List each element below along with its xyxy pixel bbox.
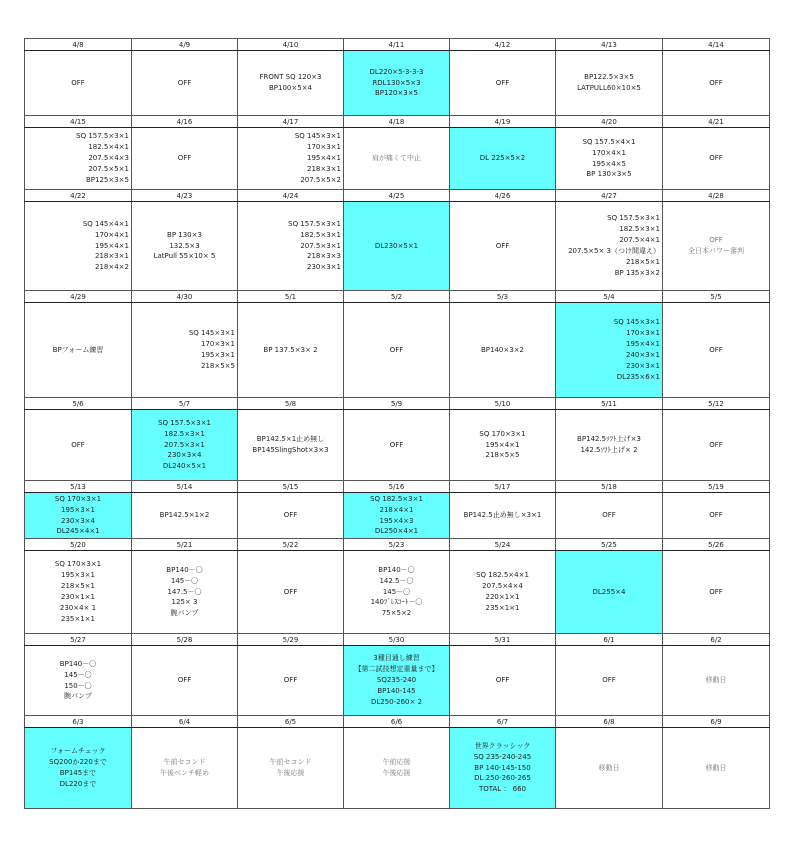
workout-line: BP140－〇 <box>378 565 415 574</box>
workout-line: BP140－〇 <box>166 565 203 574</box>
date-header: 5/24 <box>450 539 556 551</box>
day-cell <box>238 493 344 539</box>
workout-line: 182.5×3×1 <box>300 230 341 239</box>
workout-line: OFF <box>709 587 723 596</box>
week-row <box>25 51 770 116</box>
workout-line: BP140×3×2 <box>480 345 525 354</box>
date-header: 5/13 <box>25 481 132 493</box>
day-cell <box>450 493 556 539</box>
workout-line: BP 130×3×5 <box>586 170 632 179</box>
workout-line: DL235×6×1 <box>616 372 660 381</box>
workout-line: SQ200か220まで <box>49 758 107 767</box>
date-header: 5/8 <box>238 398 344 410</box>
workout-line: 125× 3 <box>171 598 198 607</box>
date-header: 5/26 <box>663 539 770 551</box>
workout-line: 170×3×1 <box>626 329 660 338</box>
day-cell <box>132 303 238 398</box>
day-cell <box>238 646 344 716</box>
workout-line: BP125×3×5 <box>85 175 129 184</box>
date-header: 4/20 <box>556 116 663 128</box>
date-row <box>25 190 770 202</box>
week-row <box>25 493 770 539</box>
workout-line: DL220×5-3-3-3 <box>369 67 424 76</box>
day-cell <box>663 551 770 634</box>
workout-line: 140ﾌﾞﾚｽｺｰﾄ－〇 <box>370 598 423 607</box>
date-header: 5/23 <box>344 539 450 551</box>
workout-line: OFF <box>283 676 298 685</box>
day-cell <box>344 728 450 809</box>
date-row <box>25 39 770 51</box>
workout-line: SQ 157.5×3×1 <box>158 418 211 427</box>
workout-line: 218×3×1 <box>95 252 129 261</box>
workout-line: 195×3×1 <box>61 505 95 514</box>
date-header: 6/2 <box>663 634 770 646</box>
workout-line: 午後ベンチ軽め <box>160 769 209 777</box>
workout-line: 182.5×3×1 <box>164 429 205 438</box>
workout-line: 218×4×1 <box>379 505 414 514</box>
date-row <box>25 634 770 646</box>
day-cell <box>344 202 450 291</box>
day-cell <box>132 202 238 291</box>
workout-line: 3種目通し練習 <box>373 654 420 663</box>
workout-line: 220×1×1 <box>485 593 520 601</box>
workout-line: 182.5×4×1 <box>88 143 129 152</box>
workout-line: 145－〇 <box>382 587 411 596</box>
workout-line: SQ 170×3×1 <box>54 494 102 503</box>
workout-line: BP 130×3 <box>167 230 202 239</box>
workout-line: 145－〇 <box>64 670 92 679</box>
workout-line: BP 140-145-150 <box>474 763 531 772</box>
workout-line: OFF <box>71 440 85 449</box>
date-header: 6/6 <box>344 716 450 728</box>
date-header: 4/11 <box>344 39 450 51</box>
week-row <box>25 551 770 634</box>
date-header: 5/19 <box>663 481 770 493</box>
date-header: 4/23 <box>132 190 238 202</box>
date-header: 4/26 <box>450 190 556 202</box>
workout-line: 147.5－〇 <box>167 587 202 596</box>
workout-line: 195×3×1 <box>61 571 95 580</box>
date-header: 6/8 <box>556 716 663 728</box>
date-header: 4/19 <box>450 116 556 128</box>
date-header: 4/15 <box>25 116 132 128</box>
day-cell <box>25 51 132 116</box>
date-header: 4/18 <box>344 116 450 128</box>
workout-line: 207.5×5× 3（つけ間違え） <box>568 247 660 255</box>
day-cell <box>25 303 132 398</box>
date-header: 5/1 <box>238 291 344 303</box>
workout-line: 午前セコンド <box>269 758 312 767</box>
workout-line: 235×1×1 <box>61 614 95 623</box>
date-header: 5/20 <box>25 539 132 551</box>
day-cell <box>556 128 663 190</box>
date-header: 5/10 <box>450 398 556 410</box>
date-header: 5/28 <box>132 634 238 646</box>
workout-line: BP142.5ｿﾌﾄ上げ×3 <box>577 435 641 444</box>
date-header: 5/4 <box>556 291 663 303</box>
date-header: 4/22 <box>25 190 132 202</box>
day-cell <box>450 51 556 116</box>
workout-line: DL240×5×1 <box>162 462 207 471</box>
workout-line: 218×5×5 <box>201 361 235 370</box>
day-cell <box>663 51 770 116</box>
date-header: 4/27 <box>556 190 663 202</box>
workout-line: BPフォーム練習 <box>52 345 104 354</box>
day-cell <box>450 128 556 190</box>
workout-line: BP142.5×1止め無し <box>256 435 325 444</box>
workout-line: BP122.5×3×5 <box>584 73 634 82</box>
day-cell <box>450 551 556 634</box>
workout-line: 195×4×1 <box>626 340 660 349</box>
day-cell <box>663 728 770 809</box>
date-header: 4/16 <box>132 116 238 128</box>
workout-line: OFF <box>709 78 723 87</box>
workout-line: BP145SlingShot×3×3 <box>252 446 329 454</box>
week-row <box>25 202 770 291</box>
date-header: 5/25 <box>556 539 663 551</box>
day-cell <box>344 303 450 398</box>
workout-line: SQ 182.5×4×1 <box>476 571 529 580</box>
workout-line: OFF <box>602 511 616 520</box>
workout-line: 午後応援 <box>382 769 411 777</box>
week-row <box>25 646 770 716</box>
workout-line: OFF <box>709 236 723 245</box>
workout-line: FRONT SQ 120×3 <box>259 73 322 82</box>
workout-line: 全日本パワー審判 <box>688 247 744 255</box>
day-cell <box>556 51 663 116</box>
workout-line: 移動日 <box>705 676 727 685</box>
workout-line: 75×5×2 <box>381 609 412 618</box>
workout-line: 218×5×1 <box>61 582 95 591</box>
workout-line: OFF <box>389 345 404 354</box>
workout-line: BP140－〇 <box>59 659 97 668</box>
workout-line: 132.5×3 <box>169 241 200 250</box>
workout-line: DL 225×5×2 <box>479 154 526 163</box>
workout-line: OFF <box>283 587 298 596</box>
workout-line: BP120×3×5 <box>374 89 419 98</box>
day-cell <box>132 551 238 634</box>
workout-line: SQ 182.5×3×1 <box>370 494 423 503</box>
workout-line: 240×3×1 <box>626 351 660 359</box>
date-header: 4/28 <box>663 190 770 202</box>
workout-line: 午後応援 <box>276 769 305 777</box>
day-cell <box>663 646 770 716</box>
workout-line: LATPULL60×10×5 <box>577 84 641 92</box>
workout-line: 218×5×5 <box>485 451 520 460</box>
workout-line: 午前応援 <box>382 758 411 767</box>
workout-line: RDL130×5×3 <box>372 78 421 87</box>
day-cell <box>450 410 556 481</box>
date-header: 4/30 <box>132 291 238 303</box>
day-cell <box>132 410 238 481</box>
workout-line: SQ 157.5×3×1 <box>288 219 341 228</box>
date-row <box>25 291 770 303</box>
day-cell <box>556 202 663 291</box>
day-cell <box>344 493 450 539</box>
workout-line: 207.5×5×1 <box>88 164 129 173</box>
day-cell <box>132 728 238 809</box>
day-cell <box>344 51 450 116</box>
day-cell <box>556 646 663 716</box>
workout-line: OFF <box>177 676 192 685</box>
day-cell <box>556 303 663 398</box>
calendar-body <box>25 39 770 809</box>
workout-line: 207.5×4×4 <box>482 582 523 591</box>
date-header: 6/1 <box>556 634 663 646</box>
day-cell <box>450 202 556 291</box>
day-cell <box>25 646 132 716</box>
day-cell <box>556 493 663 539</box>
day-cell <box>344 551 450 634</box>
day-cell <box>663 202 770 291</box>
day-cell <box>25 410 132 481</box>
date-header: 4/14 <box>663 39 770 51</box>
day-cell <box>238 728 344 809</box>
date-row <box>25 539 770 551</box>
week-row <box>25 728 770 809</box>
workout-line: 218×4×2 <box>95 263 129 272</box>
day-cell <box>132 128 238 190</box>
date-header: 4/9 <box>132 39 238 51</box>
workout-line: 世界クラッシック <box>474 741 531 750</box>
workout-line: 182.5×3×1 <box>619 225 660 234</box>
workout-line: 218×5×1 <box>626 257 660 266</box>
workout-line: OFF <box>709 345 723 354</box>
workout-line: BP140-145 <box>377 686 416 695</box>
workout-line: OFF <box>602 676 616 685</box>
workout-line: BP142.5止め無し×3×1 <box>463 511 542 520</box>
workout-line: DL230×5×1 <box>374 241 419 250</box>
date-header: 5/29 <box>238 634 344 646</box>
workout-line: 230×3×4 <box>61 516 95 525</box>
week-row <box>25 410 770 481</box>
day-cell <box>450 728 556 809</box>
workout-line: 230×3×4 <box>167 451 202 460</box>
workout-line: BP100×5×4 <box>268 84 313 92</box>
workout-line: 170×4×1 <box>95 230 129 239</box>
day-cell <box>663 410 770 481</box>
day-cell <box>25 551 132 634</box>
day-cell <box>25 493 132 539</box>
workout-line: SQ 157.5×3×1 <box>607 214 660 223</box>
workout-line: 195×3×1 <box>201 351 235 359</box>
workout-line: TOTAL ： 660 <box>478 785 527 794</box>
workout-line: DL250×4×1 <box>374 527 419 536</box>
workout-line: 肩が痛くて中止 <box>372 154 421 163</box>
day-cell <box>450 303 556 398</box>
workout-line: 170×3×1 <box>201 340 235 349</box>
workout-line: フォームチェック <box>50 747 106 756</box>
workout-line: 午前セコンド <box>163 758 206 767</box>
day-cell <box>344 410 450 481</box>
date-header: 5/30 <box>344 634 450 646</box>
day-cell <box>556 551 663 634</box>
date-header: 4/21 <box>663 116 770 128</box>
workout-line: 230×4× 1 <box>59 603 97 612</box>
date-header: 5/31 <box>450 634 556 646</box>
day-cell <box>344 128 450 190</box>
workout-line: OFF <box>389 440 404 449</box>
date-header: 5/17 <box>450 481 556 493</box>
workout-line: 230×3×1 <box>626 361 660 370</box>
date-row <box>25 481 770 493</box>
workout-line: 170×3×1 <box>307 143 341 152</box>
date-header: 5/2 <box>344 291 450 303</box>
date-row <box>25 716 770 728</box>
date-header: 5/21 <box>132 539 238 551</box>
workout-line: SQ 170×3×1 <box>54 560 102 569</box>
workout-line: DL220まで <box>59 779 97 788</box>
workout-line: 170×4×1 <box>592 148 626 157</box>
workout-line: SQ 145×3×1 <box>188 329 235 338</box>
date-header: 4/8 <box>25 39 132 51</box>
date-header: 5/6 <box>25 398 132 410</box>
workout-line: 145－〇 <box>170 576 199 585</box>
date-header: 5/27 <box>25 634 132 646</box>
day-cell <box>238 202 344 291</box>
day-cell <box>663 493 770 539</box>
day-cell <box>132 493 238 539</box>
day-cell <box>238 551 344 634</box>
workout-line: 【第二試技想定重量まで】 <box>354 665 439 674</box>
day-cell <box>25 728 132 809</box>
date-header: 4/17 <box>238 116 344 128</box>
workout-line: 195×4×1 <box>485 440 520 449</box>
workout-line: SQ 157.5×4×1 <box>582 137 636 146</box>
day-cell <box>238 128 344 190</box>
workout-line: 195×4×5 <box>592 159 626 168</box>
training-calendar <box>24 38 770 809</box>
workout-line: 230×3×1 <box>307 263 341 272</box>
workout-line: BP 137.5×3× 2 <box>263 345 318 354</box>
date-header: 4/12 <box>450 39 556 51</box>
date-row <box>25 398 770 410</box>
day-cell <box>450 646 556 716</box>
workout-line: OFF <box>71 78 85 87</box>
workout-line: 195×4×3 <box>379 516 414 525</box>
workout-line: OFF <box>495 78 510 87</box>
week-row <box>25 303 770 398</box>
date-header: 5/15 <box>238 481 344 493</box>
day-cell <box>556 410 663 481</box>
date-header: 6/9 <box>663 716 770 728</box>
workout-line: 207.5×4×1 <box>619 236 660 245</box>
day-cell <box>238 303 344 398</box>
workout-line: 207.5×5×2 <box>300 175 341 184</box>
day-cell <box>132 51 238 116</box>
workout-line: BP145まで <box>59 769 97 777</box>
date-header: 6/3 <box>25 716 132 728</box>
date-header: 4/24 <box>238 190 344 202</box>
date-row <box>25 116 770 128</box>
workout-line: OFF <box>709 511 723 520</box>
date-header: 5/12 <box>663 398 770 410</box>
day-cell <box>132 646 238 716</box>
workout-line: 218×3×3 <box>307 252 341 261</box>
workout-line: OFF <box>177 78 192 87</box>
workout-line: 235×1×1 <box>485 603 520 612</box>
workout-line: 230×1×1 <box>61 593 95 601</box>
workout-line: DL 250-260-265 <box>474 774 531 783</box>
week-row <box>25 128 770 190</box>
workout-line: OFF <box>177 154 192 163</box>
day-cell <box>238 410 344 481</box>
workout-line: OFF <box>283 511 298 520</box>
date-header: 6/4 <box>132 716 238 728</box>
day-cell <box>663 303 770 398</box>
workout-line: 移動日 <box>598 763 620 772</box>
date-header: 5/16 <box>344 481 450 493</box>
day-cell <box>556 728 663 809</box>
workout-line: OFF <box>495 241 510 250</box>
date-header: 4/10 <box>238 39 344 51</box>
workout-line: SQ 170×3×1 <box>479 429 526 438</box>
workout-line: 195×4×1 <box>95 241 129 250</box>
workout-line: 腕パンプ <box>64 692 92 701</box>
workout-line: SQ 157.5×3×1 <box>76 132 129 141</box>
date-header: 5/22 <box>238 539 344 551</box>
workout-line: LatPull 55×10× 5 <box>153 252 216 261</box>
workout-line: 142.5ｿﾌﾄ上げ× 2 <box>580 446 638 454</box>
workout-line: OFF <box>495 676 510 685</box>
workout-line: BP142.5×1×2 <box>159 511 210 520</box>
date-header: 4/29 <box>25 291 132 303</box>
workout-line: SQ 145×3×1 <box>294 132 341 141</box>
day-cell <box>25 128 132 190</box>
date-header: 4/25 <box>344 190 450 202</box>
date-header: 6/5 <box>238 716 344 728</box>
date-header: 5/18 <box>556 481 663 493</box>
workout-line: 142.5－〇 <box>379 576 414 585</box>
workout-line: 207.5×3×1 <box>300 241 341 250</box>
date-header: 5/11 <box>556 398 663 410</box>
workout-line: SQ235-240 <box>376 676 417 685</box>
date-header: 6/7 <box>450 716 556 728</box>
date-header: 5/7 <box>132 398 238 410</box>
workout-line: 207.5×4×3 <box>88 154 129 163</box>
workout-line: SQ 235-240-245 <box>473 752 532 761</box>
workout-line: 移動日 <box>705 763 727 772</box>
day-cell <box>344 646 450 716</box>
workout-line: 195×4×1 <box>307 154 341 163</box>
day-cell <box>663 128 770 190</box>
workout-line: OFF <box>709 154 723 163</box>
workout-line: SQ 145×3×1 <box>613 318 660 327</box>
date-header: 5/5 <box>663 291 770 303</box>
date-header: 4/13 <box>556 39 663 51</box>
workout-line: DL245×4×1 <box>56 527 100 536</box>
workout-line: 腕パンプ <box>170 609 199 618</box>
date-header: 5/3 <box>450 291 556 303</box>
workout-line: BP 135×3×2 <box>614 268 660 277</box>
workout-line: DL255×4 <box>592 587 626 596</box>
workout-line: SQ 145×4×1 <box>82 219 129 228</box>
day-cell <box>25 202 132 291</box>
workout-line: OFF <box>709 440 723 449</box>
workout-line: 218×3×1 <box>307 164 341 173</box>
date-header: 5/9 <box>344 398 450 410</box>
workout-line: 150－〇 <box>64 681 92 690</box>
workout-line: 207.5×3×1 <box>164 440 205 449</box>
date-header: 5/14 <box>132 481 238 493</box>
day-cell <box>238 51 344 116</box>
workout-line: DL250-260× 2 <box>370 697 423 706</box>
